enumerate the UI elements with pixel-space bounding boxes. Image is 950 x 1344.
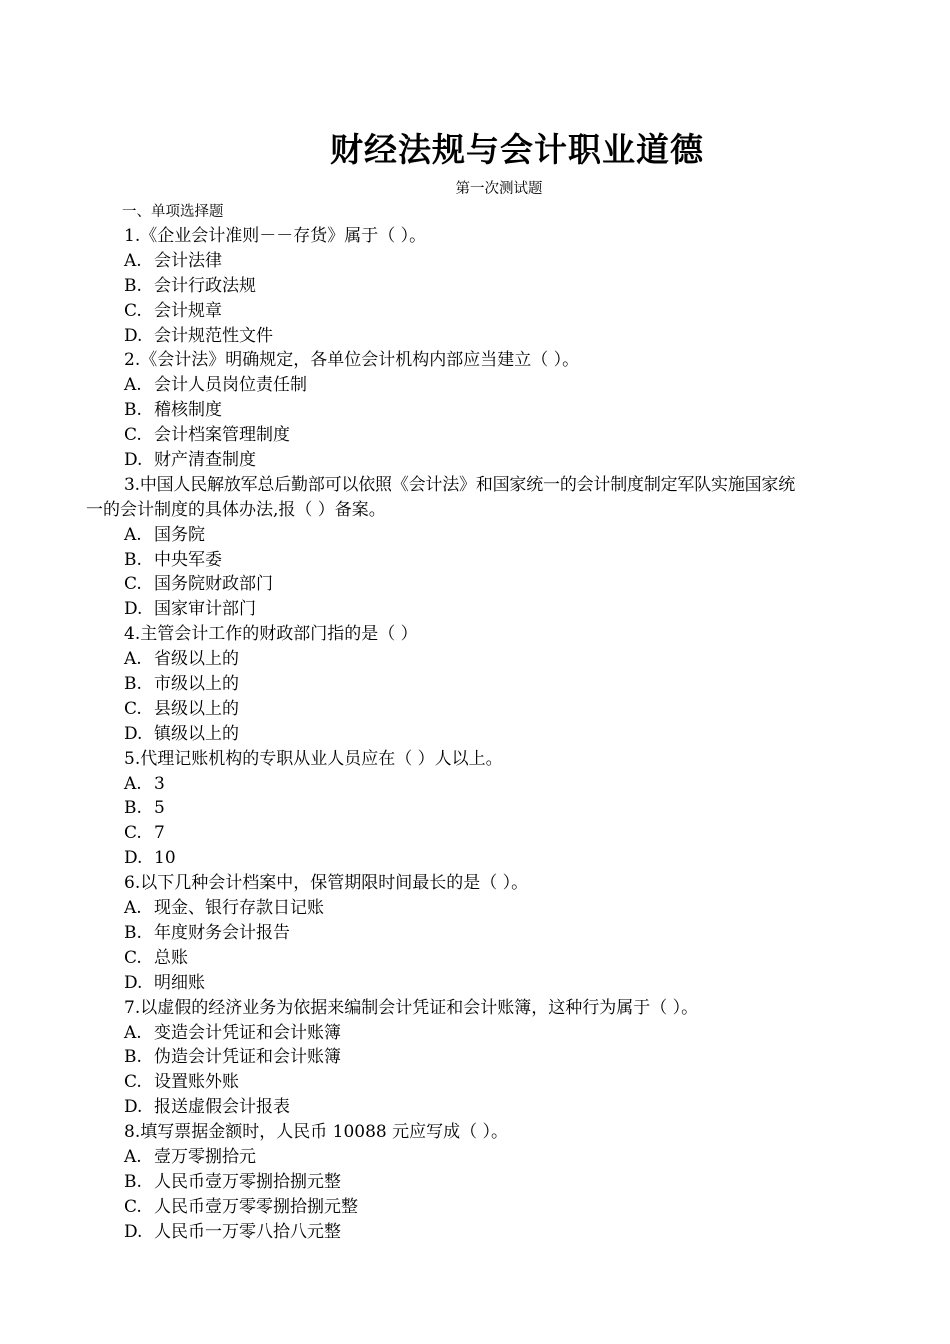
option-text: 伪造会计凭证和会计账簿 bbox=[154, 1047, 341, 1068]
option-letter: C. bbox=[124, 823, 142, 844]
option-text: 省级以上的 bbox=[154, 649, 239, 670]
option-text: 会计行政法规 bbox=[154, 275, 256, 296]
option-letter: C. bbox=[124, 698, 142, 719]
option-c bbox=[86, 572, 886, 597]
option-text: 壹万零捌拾元 bbox=[154, 1146, 256, 1167]
option-letter: B. bbox=[124, 1171, 142, 1192]
option-letter: B. bbox=[124, 400, 142, 421]
option-b bbox=[86, 1170, 886, 1195]
option-a bbox=[86, 772, 886, 797]
option-letter: D. bbox=[124, 972, 143, 993]
question-stem: 4.主管会计工作的财政部门指的是（ ） bbox=[124, 624, 418, 645]
option-text: 中央军委 bbox=[154, 549, 222, 570]
option-d bbox=[86, 448, 886, 473]
question-stem: 6.以下几种会计档案中，保管期限时间最长的是（ ）。 bbox=[124, 873, 529, 894]
option-text: 市级以上的 bbox=[154, 674, 239, 695]
option-text: 人民币壹万零捌拾捌元整 bbox=[154, 1171, 341, 1192]
question-list bbox=[86, 224, 886, 1245]
option-text: 总账 bbox=[154, 947, 188, 968]
option-text: 国务院财政部门 bbox=[154, 574, 273, 595]
option-text: 国家审计部门 bbox=[154, 599, 256, 620]
question-stem: 3.中国人民解放军总后勤部可以依照《会计法》和国家统一的会计制度制定军队实施国家统 bbox=[124, 474, 796, 495]
option-text: 年度财务会计报告 bbox=[154, 922, 290, 943]
option-text: 会计规范性文件 bbox=[154, 325, 273, 346]
question-stem: 7.以虚假的经济业务为依据来编制会计凭证和会计账簿，这种行为属于（ ）。 bbox=[124, 997, 699, 1018]
option-letter: C. bbox=[124, 1196, 142, 1217]
option-b bbox=[86, 1045, 886, 1070]
option-text: 会计人员岗位责任制 bbox=[154, 375, 307, 396]
option-text: 镇级以上的 bbox=[154, 723, 239, 744]
option-letter: A. bbox=[124, 375, 142, 396]
option-letter: D. bbox=[124, 450, 143, 471]
option-d bbox=[86, 597, 886, 622]
option-b bbox=[86, 672, 886, 697]
option-text: 明细账 bbox=[154, 972, 205, 993]
option-letter: C. bbox=[124, 947, 142, 968]
option-letter: B. bbox=[124, 275, 142, 296]
option-text: 国务院 bbox=[154, 524, 205, 545]
option-text: 人民币壹万零零捌拾捌元整 bbox=[154, 1196, 358, 1217]
option-b bbox=[86, 398, 886, 423]
option-letter: B. bbox=[124, 1047, 142, 1068]
option-text: 报送虚假会计报表 bbox=[154, 1097, 290, 1118]
option-a bbox=[86, 249, 886, 274]
option-letter: D. bbox=[124, 325, 143, 346]
option-letter: D. bbox=[124, 599, 143, 620]
option-text: 会计档案管理制度 bbox=[154, 425, 290, 446]
option-b bbox=[86, 796, 886, 821]
option-letter: D. bbox=[124, 723, 143, 744]
option-letter: C. bbox=[124, 574, 142, 595]
option-letter: C. bbox=[124, 425, 142, 446]
option-d bbox=[86, 1095, 886, 1120]
option-c bbox=[86, 946, 886, 971]
option-d bbox=[86, 846, 886, 871]
option-b bbox=[86, 548, 886, 573]
option-text: 3 bbox=[154, 773, 165, 794]
option-letter: C. bbox=[124, 1072, 142, 1093]
option-c bbox=[86, 697, 886, 722]
option-d bbox=[86, 324, 886, 349]
option-letter: B. bbox=[124, 674, 142, 695]
option-letter: A. bbox=[124, 773, 142, 794]
option-a bbox=[86, 647, 886, 672]
option-letter: B. bbox=[124, 549, 142, 570]
option-letter: D. bbox=[124, 1221, 143, 1242]
option-text: 会计法律 bbox=[154, 250, 222, 271]
page-subtitle: 第一次测试题 bbox=[455, 181, 543, 197]
option-a bbox=[86, 1021, 886, 1046]
question-stem-continued: 一的会计制度的具体办法,报（ ）备案。 bbox=[86, 499, 386, 520]
page-title: 财经法规与会计职业道德 bbox=[330, 130, 704, 169]
option-c bbox=[86, 1070, 886, 1095]
option-c bbox=[86, 299, 886, 324]
option-c bbox=[86, 1195, 886, 1220]
option-letter: A. bbox=[124, 250, 142, 271]
option-c bbox=[86, 423, 886, 448]
option-text: 7 bbox=[154, 823, 165, 844]
section-heading: 一、单项选择题 bbox=[122, 204, 224, 220]
option-letter: A. bbox=[124, 649, 142, 670]
option-text: 县级以上的 bbox=[154, 698, 239, 719]
option-b bbox=[86, 274, 886, 299]
option-letter: D. bbox=[124, 848, 143, 869]
option-letter: A. bbox=[124, 1022, 142, 1043]
option-text: 稽核制度 bbox=[154, 400, 222, 421]
option-text: 10 bbox=[154, 848, 176, 869]
option-d bbox=[86, 1220, 886, 1245]
option-d bbox=[86, 971, 886, 996]
option-letter: B. bbox=[124, 798, 142, 819]
option-letter: C. bbox=[124, 300, 142, 321]
option-a bbox=[86, 373, 886, 398]
question-stem: 1.《企业会计准则－－存货》属于（ ）。 bbox=[124, 226, 427, 246]
option-letter: D. bbox=[124, 1097, 143, 1118]
question-stem: 5.代理记账机构的专职从业人员应在（ ）人以上。 bbox=[124, 748, 503, 769]
option-text: 设置账外账 bbox=[154, 1072, 239, 1093]
option-c bbox=[86, 821, 886, 846]
option-text: 现金、银行存款日记账 bbox=[154, 898, 324, 919]
option-letter: B. bbox=[124, 922, 142, 943]
option-text: 财产清查制度 bbox=[154, 450, 256, 471]
option-text: 人民币一万零八拾八元整 bbox=[154, 1221, 341, 1242]
option-text: 5 bbox=[154, 798, 165, 819]
option-b bbox=[86, 921, 886, 946]
option-a bbox=[86, 1145, 886, 1170]
option-d bbox=[86, 722, 886, 747]
option-letter: A. bbox=[124, 524, 142, 545]
option-letter: A. bbox=[124, 898, 142, 919]
option-letter: A. bbox=[124, 1146, 142, 1167]
option-text: 会计规章 bbox=[154, 300, 222, 321]
option-a bbox=[86, 523, 886, 548]
question-stem: 2.《会计法》明确规定，各单位会计机构内部应当建立（ ）。 bbox=[124, 350, 580, 371]
option-text: 变造会计凭证和会计账簿 bbox=[154, 1022, 341, 1043]
option-a bbox=[86, 896, 886, 921]
question-stem: 8.填写票据金额时，人民币 10088 元应写成（ ）。 bbox=[124, 1122, 509, 1143]
